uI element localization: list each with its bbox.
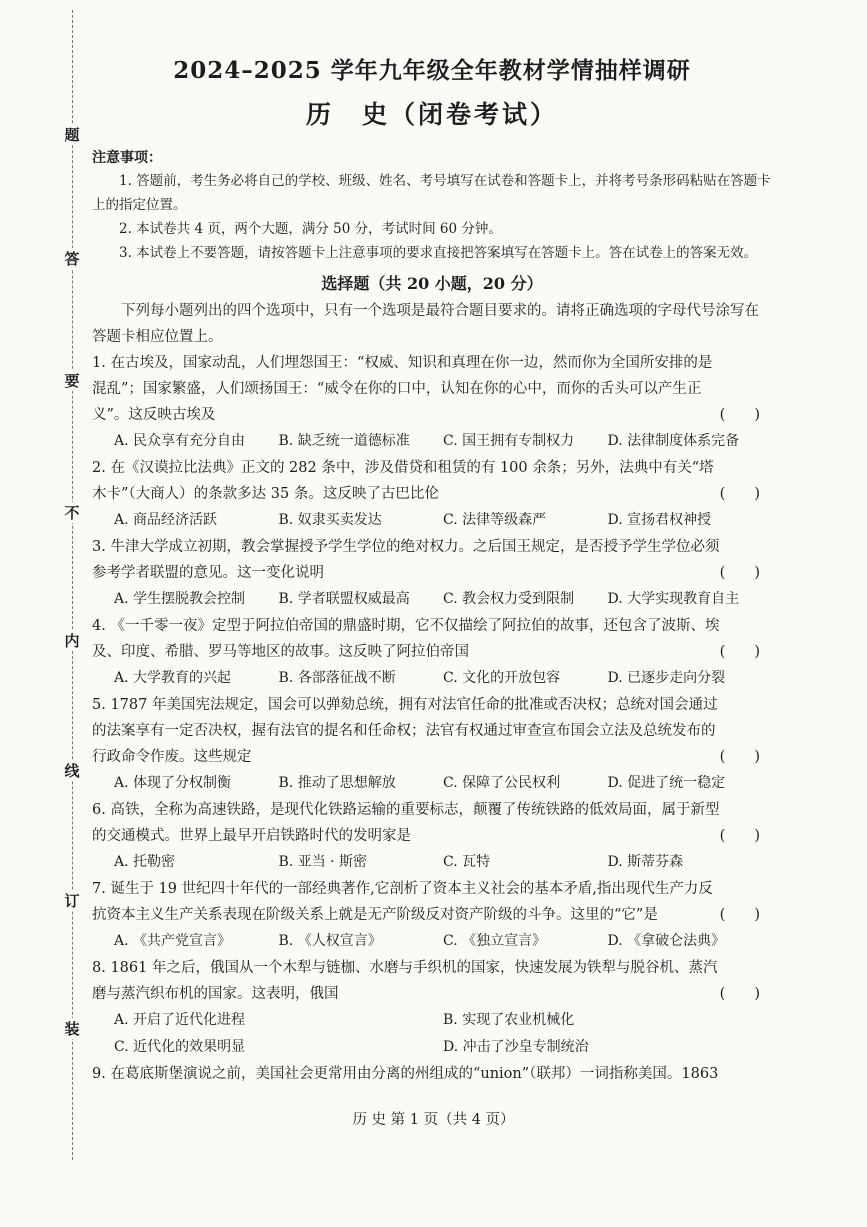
margin-mark: 要 <box>60 370 84 391</box>
question-stem <box>92 876 772 928</box>
margin-mark: 线 <box>60 760 84 781</box>
question-stem <box>92 1061 772 1087</box>
option-c: C. 近代化的效果明显 <box>114 1039 246 1055</box>
option-d: D. 大学实现教育自主 <box>607 591 740 607</box>
question-text: 2. 在《汉谟拉比法典》正文的 282 条中，涉及借贷和租赁的有 100 余条；另外，法典中有关“塔木卡”（大商人）的条款多达 35 条。这反映了古巴比伦 <box>92 460 714 502</box>
option-row <box>92 849 772 876</box>
option-b: B. 《人权宣言》 <box>278 933 382 949</box>
answer-bracket: ( ) <box>719 986 760 1002</box>
option-row <box>92 665 772 692</box>
margin-mark: 装 <box>60 1018 84 1039</box>
option-d: D. 法律制度体系完备 <box>607 433 740 449</box>
option-b: B. 各部落征战不断 <box>278 670 396 686</box>
margin-mark: 订 <box>60 890 84 911</box>
option-b: B. 亚当 · 斯密 <box>278 854 368 870</box>
option-d: D. 已逐步走向分裂 <box>607 670 726 686</box>
answer-bracket: ( ) <box>719 486 760 502</box>
answer-bracket: ( ) <box>719 644 760 660</box>
option-a: A. 商品经济活跃 <box>114 512 218 528</box>
option-a: A. 民众享有充分自由 <box>114 433 246 449</box>
option-d: D. 促进了统一稳定 <box>607 775 726 791</box>
question-stem <box>92 350 772 428</box>
notes-list <box>92 169 772 265</box>
question-text: 3. 牛津大学成立初期，教会掌握授予学生学位的绝对权力。之后国王规定，是否授予学生学位必须参考学者联盟的意见。这一变化说明 <box>92 539 720 581</box>
option-c: C. 文化的开放包容 <box>443 670 561 686</box>
question-text: 6. 高铁，全称为高速铁路，是现代化铁路运输的重要标志，颠覆了传统铁路的低效局面，属于新型的交通模式。世界上最早开启铁路时代的发明家是 <box>92 802 720 844</box>
question-stem <box>92 534 772 586</box>
question-2 <box>92 455 772 534</box>
question-5 <box>92 692 772 797</box>
option-row <box>92 507 772 534</box>
option-a: A. 《共产党宣言》 <box>114 933 232 949</box>
option-b: B. 奴隶买卖发达 <box>278 512 382 528</box>
subject-title: 历 史（闭卷考试） <box>305 100 558 129</box>
option-b: B. 缺乏统一道德标准 <box>278 433 410 449</box>
option-a: A. 体现了分权制衡 <box>114 775 232 791</box>
note-item: 1. 答题前，考生务必将自己的学校、班级、姓名、考号填写在试卷和答题卡上，并将考号条形码粘贴在答题卡上的指定位置。 <box>92 173 771 213</box>
exam-page <box>92 52 772 1087</box>
option-d: D. 冲击了沙皇专制统治 <box>443 1039 589 1055</box>
section-instruction: 下列每小题列出的四个选项中，只有一个选项是最符合题目要求的。请将正确选项的字母代号涂写在答题卡相应位置上。 <box>92 303 759 345</box>
answer-bracket: ( ) <box>719 907 760 923</box>
option-row <box>92 928 772 955</box>
binding-dashed-line <box>72 10 73 1160</box>
option-a: A. 大学教育的兴起 <box>114 670 232 686</box>
question-3 <box>92 534 772 613</box>
question-9 <box>92 1061 772 1087</box>
option-b: B. 学者联盟权威最高 <box>278 591 410 607</box>
answer-bracket: ( ) <box>719 828 760 844</box>
page-footer: 历 史 第 1 页（共 4 页） <box>352 1112 515 1128</box>
question-stem <box>92 797 772 849</box>
option-a: A. 开启了近代化进程 <box>114 1012 246 1028</box>
margin-mark: 不 <box>60 502 84 523</box>
question-text: 5. 1787 年美国宪法规定，国会可以弹劾总统，拥有对法官任命的批准或否决权；总统对国会通过的法案享有一定否决权，握有法官的提名和任命权；法官有权通过审查宣布国会立法及总统发布的行政命令作废。这些规定 <box>92 697 718 765</box>
question-text: 9. 在葛底斯堡演说之前，美国社会更常用由分离的州组成的“union”（联邦）一词指称美国。1863 <box>92 1066 719 1082</box>
margin-mark: 内 <box>60 630 84 651</box>
margin-mark: 题 <box>60 124 84 145</box>
question-list <box>92 350 772 1087</box>
question-stem <box>92 692 772 770</box>
option-b: B. 推动了思想解放 <box>278 775 396 791</box>
question-stem <box>92 455 772 507</box>
section-title: 选择题（共 20 小题，20 分） <box>321 274 543 293</box>
question-text: 7. 诞生于 19 世纪四十年代的一部经典著作,它剖析了资本主义社会的基本矛盾,指出现代生产力反抗资本主义生产关系表现在阶级关系上就是无产阶级反对资产阶级的斗争。这里的“它”是 <box>92 881 713 923</box>
question-4 <box>92 613 772 692</box>
answer-bracket: ( ) <box>719 407 760 423</box>
option-d: D. 斯蒂芬森 <box>607 854 684 870</box>
option-row <box>92 586 772 613</box>
option-row <box>92 1007 772 1061</box>
note-item: 3. 本试卷上不要答题，请按答题卡上注意事项的要求直接把答案填写在答题卡上。答在试卷上的答案无效。 <box>119 245 758 261</box>
question-stem <box>92 613 772 665</box>
exam-title: 2024–2025 学年九年级全年教材学情抽样调研 <box>173 57 691 84</box>
option-d: D. 《拿破仑法典》 <box>607 933 726 949</box>
answer-bracket: ( ) <box>719 565 760 581</box>
question-stem <box>92 955 772 1007</box>
option-c: C. 保障了公民权利 <box>443 775 561 791</box>
question-7 <box>92 876 772 955</box>
margin-mark: 答 <box>60 248 84 269</box>
note-item: 2. 本试卷共 4 页，两个大题，满分 50 分，考试时间 60 分钟。 <box>119 221 502 237</box>
option-c: C. 教会权力受到限制 <box>443 591 575 607</box>
question-8 <box>92 955 772 1061</box>
question-text: 4. 《一千零一夜》定型于阿拉伯帝国的鼎盛时期，它不仅描绘了阿拉伯的故事，还包含了波斯、埃及、印度、希腊、罗马等地区的故事。这反映了阿拉伯帝国 <box>92 618 720 660</box>
question-text: 8. 1861 年之后，俄国从一个木犁与链枷、水磨与手织机的国家，快速发展为铁犁与脱谷机、蒸汽磨与蒸汽织布机的国家。这表明，俄国 <box>92 960 718 1002</box>
option-c: C. 瓦特 <box>443 854 491 870</box>
question-text: 1. 在古埃及，国家动乱，人们埋怨国王：“权威、知识和真理在你一边，然而你为全国所安排的是混乱”；国家繁盛，人们颂扬国王：“威令在你的口中，认知在你的心中，而你的舌头可以产生正义”。这反映古埃及 <box>92 355 713 423</box>
option-row <box>92 428 772 455</box>
option-row <box>92 770 772 797</box>
question-6 <box>92 797 772 876</box>
option-b: B. 实现了农业机械化 <box>443 1012 575 1028</box>
option-a: A. 学生摆脱教会控制 <box>114 591 246 607</box>
option-a: A. 托勒密 <box>114 854 176 870</box>
answer-bracket: ( ) <box>719 749 760 765</box>
option-c: C. 《独立宣言》 <box>443 933 547 949</box>
option-d: D. 宣扬君权神授 <box>607 512 712 528</box>
question-1 <box>92 350 772 455</box>
notes-heading: 注意事项： <box>92 150 162 166</box>
option-c: C. 法律等级森严 <box>443 512 547 528</box>
option-c: C. 国王拥有专制权力 <box>443 433 575 449</box>
